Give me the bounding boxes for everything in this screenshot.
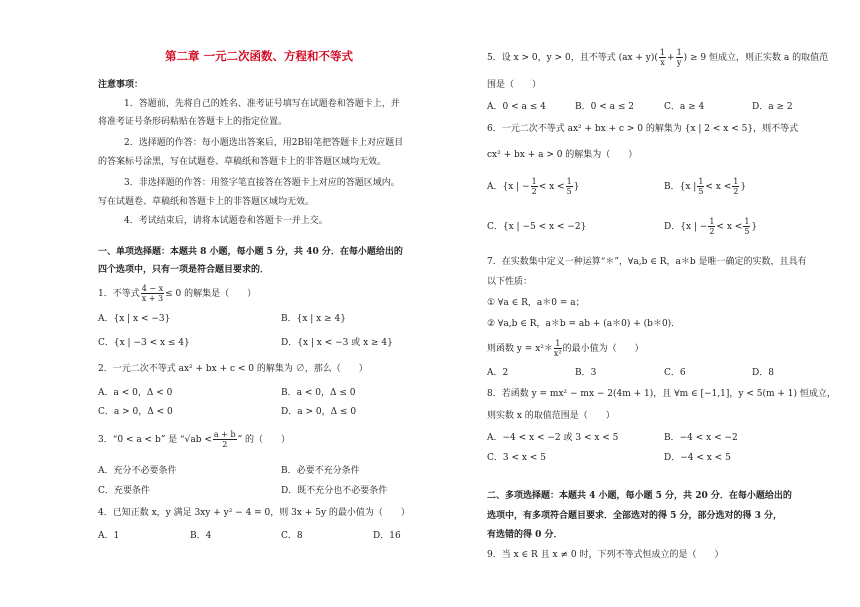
q8-option-d[interactable]: D．−4 < x < 5 [664,453,731,463]
notice-line: 4．考试结束后，请将本试题卷和答题卡一并上交。 [124,216,328,226]
q4-option-d[interactable]: D．16 [373,531,401,541]
q1-stem: 1．不等式 $\frac{4 - x}{x + 3}$ ≤ 0 的解集是（ ） [98,284,257,303]
notice-line: 将准考证号条形码粘贴在答题卡上的指定位置。 [98,117,288,127]
notice-line: 2．选择题的作答：每小题选出答案后，用2B铅笔把答题卡上对应题目 [124,138,404,148]
q2-stem: 2．一元二次不等式 ax² + bx + c < 0 的解集为 ∅，那么（ ） [98,364,368,374]
notice-line: 3．非选择题的作答：用签字笔直接答在答题卡上对应的答题区域内。 [124,178,400,188]
q8-option-b[interactable]: B．−4 < x < −2 [664,433,738,443]
q6-option-c[interactable]: C．{x | −5 < x < −2} [487,222,587,232]
section2-heading: 二、多项选择题：本题共 4 小题，每小题 5 分，共 20 分．在每小题给出的 [487,491,792,501]
notice-line: 的答案标号涂黑，写在试题卷、草稿纸和答题卡上的非答题区域均无效。 [98,157,387,167]
q5-stem-cont: 围是（ ） [487,80,542,90]
q6-option-b[interactable]: B．{x | $\frac{1}{5}$ < x < $\frac{1}{2}$ } [664,177,747,196]
q7-option-d[interactable]: D．8 [752,368,774,378]
q8-stem-cont: 则实数 x 的取值范围是（ ） [487,411,615,421]
notice-heading: 注意事项： [98,80,144,90]
q8-stem: 8．若函数 y = mx² − mx − 2(4m + 1)，且 ∀m ∈ [−1,1]，y < 5(m + 1) 恒成立， [487,389,836,399]
q3-stem: 3．“0 < a < b” 是 “√ab < $\frac{a + b}{2}$ ” 的（ ） [98,430,291,449]
q6-stem-cont: cx² + bx + a > 0 的解集为（ ） [487,150,638,160]
q3-option-b[interactable]: B．必要不充分条件 [281,466,360,476]
section1-heading-cont: 四个选项中，只有一项是符合题目要求的． [98,265,270,275]
q4-option-c[interactable]: C．8 [281,531,303,541]
q2-option-a[interactable]: A．a < 0，Δ < 0 [98,388,173,398]
q6-stem: 6．一元二次不等式 ax² + bx + c > 0 的解集为 {x | 2 < x < 5}，则不等式 [487,124,799,134]
q5-option-c[interactable]: C．a ≥ 4 [664,102,705,112]
notice-line: 写在试题卷、草稿纸和答题卡上的非答题区域均无效。 [98,197,315,207]
q1-option-a[interactable]: A．{x | x < −3} [98,314,171,324]
q8-option-c[interactable]: C．3 < x < 5 [487,453,546,463]
q2-option-b[interactable]: B．a < 0，Δ ≤ 0 [281,388,356,398]
notice-line: 1．答题前，先将自己的姓名、准考证号填写在试题卷和答题卡上，并 [124,99,400,109]
page-title: 第二章 一元二次函数、方程和不等式 [165,49,354,63]
q4-stem: 4．已知正数 x，y 满足 3xy + y² − 4 = 0，则 3x + 5y 的最小值为（ ） [98,508,410,518]
q1-option-b[interactable]: B．{x | x ≥ 4} [281,314,346,324]
q1-option-d[interactable]: D．{x | x < −3 或 x ≥ 4} [281,338,393,348]
q1-option-c[interactable]: C．{x | −3 < x ≤ 4} [98,338,190,348]
q4-option-a[interactable]: A．1 [98,531,120,541]
q3-option-a[interactable]: A．充分不必要条件 [98,466,177,476]
q2-option-d[interactable]: D．a > 0，Δ ≤ 0 [281,407,357,417]
section2-heading-cont: 选项中，有多项符合题目要求．全部选对的得 5 分，部分选对的得 3 分， [487,511,783,521]
q3-option-c[interactable]: C．充要条件 [98,486,150,496]
q7-stem-cont: 以下性质： [487,277,533,287]
section1-heading: 一、单项选择题：本题共 8 小题，每小题 5 分，共 40 分．在每小题给出的 [98,247,403,257]
q9-stem: 9．当 x ∈ R 且 x ≠ 0 时，下列不等式恒成立的是（ ） [487,550,724,560]
q6-option-a[interactable]: A．{x | − $\frac{1}{2}$ < x < $\frac{1}{5}$ } [487,177,580,196]
q7-property-2: ② ∀a,b ∈ R，a＊b = ab + (a＊0) + (b＊0)． [487,319,681,329]
q7-question: 则函数 y = x²＊ $\frac{1}{\text{x²}}$ 的最小值为（ ） [487,339,644,358]
q5-option-d[interactable]: D．a ≥ 2 [752,102,793,112]
q7-option-c[interactable]: C．6 [664,368,686,378]
q5-option-a[interactable]: A．0 < a ≤ 4 [487,102,546,112]
section2-heading-cont2: 有选错的得 0 分． [487,530,563,540]
q2-option-c[interactable]: C．a > 0，Δ < 0 [98,407,173,417]
q5-option-b[interactable]: B．0 < a ≤ 2 [575,102,634,112]
q3-option-d[interactable]: D．既不充分也不必要条件 [281,486,388,496]
q6-option-d[interactable]: D．{x | − $\frac{1}{2}$ < x < $\frac{1}{5}$ } [664,217,758,236]
q4-option-b[interactable]: B．4 [190,531,212,541]
q7-option-a[interactable]: A．2 [487,368,509,378]
q7-property-1: ① ∀a ∈ R，a＊0 = a； [487,298,585,308]
q7-stem: 7．在实数集中定义一种运算“＊”，∀a,b ∈ R，a＊b 是唯一确定的实数，且具有 [487,257,807,267]
q8-option-a[interactable]: A．−4 < x < −2 或 3 < x < 5 [487,433,619,443]
q7-option-b[interactable]: B．3 [575,368,597,378]
q5-stem: 5．设 x > 0，y > 0，且不等式 (ax + y)( $\frac{1}{x}$ + $\frac{1}{y}$ ) ≥ 9 恒成立，则正实数 a 的取值范 [487,48,829,67]
